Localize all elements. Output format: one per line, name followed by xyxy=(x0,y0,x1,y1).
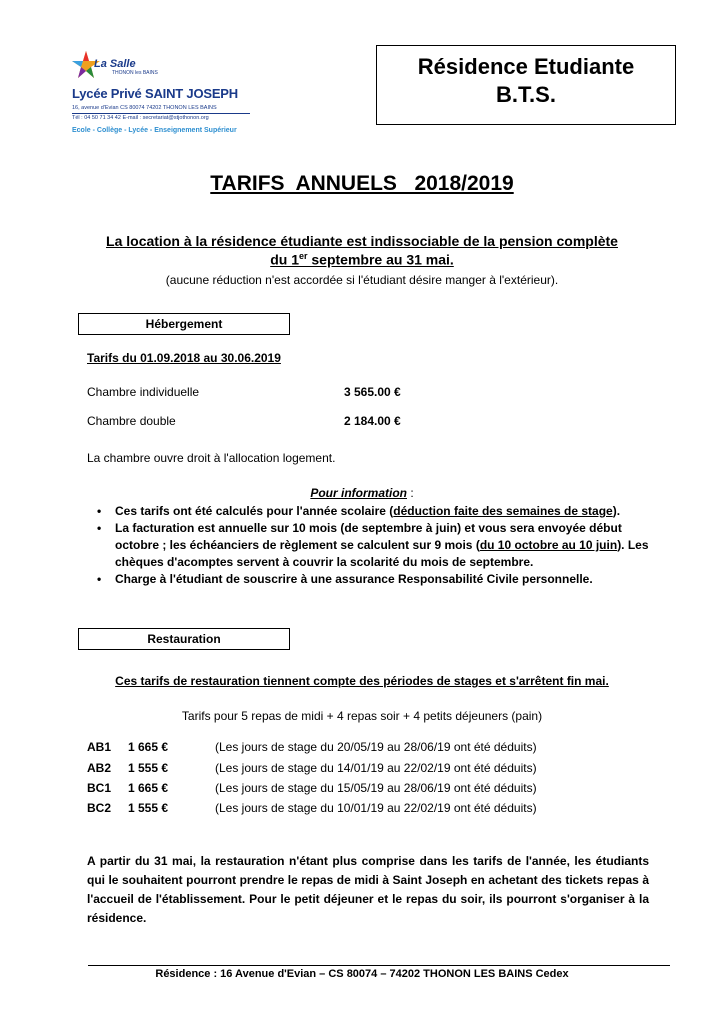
bullet-icon: • xyxy=(97,572,102,586)
info-item-text-end: ). Les chèques d'acomptes servent à couvrir la scolarité du mois de septembre. xyxy=(115,538,649,569)
restauration-intro: Ces tarifs de restauration tiennent compte des périodes de stages et s'arrêtent fin mai. xyxy=(115,674,609,688)
logo-brand: La Salle xyxy=(94,58,136,70)
section-heading-restauration: Restauration xyxy=(78,628,290,650)
bullet-icon: • xyxy=(97,521,102,535)
info-item-text-end: ). xyxy=(612,504,621,518)
header-box xyxy=(376,45,676,125)
logo-school-name: Lycée Privé SAINT JOSEPH xyxy=(72,86,238,101)
page-title: TARIFS ANNUELS 2018/2019 xyxy=(210,172,514,195)
intro-line-2-sup: er xyxy=(298,251,308,261)
info-item-underlined: déduction faite des semaines de stage xyxy=(393,504,613,518)
info-heading-colon: : xyxy=(407,486,414,500)
info-heading xyxy=(0,486,724,500)
room-label-double: Chambre double xyxy=(87,414,176,428)
logo-contact: Tél : 04 50 71 34 42 E-mail : secretariat@stjothonon.org xyxy=(72,115,209,121)
logo-levels: Ecole - Collège - Lycée - Enseignement Supérieur xyxy=(72,127,237,134)
info-item-text: Ces tarifs ont été calculés pour l'année scolaire ( xyxy=(115,504,394,518)
tarifs-period: Tarifs du 01.09.2018 au 30.06.2019 xyxy=(87,351,281,365)
list-item xyxy=(97,520,655,571)
list-item xyxy=(97,571,655,588)
bullet-icon: • xyxy=(97,504,102,518)
restauration-description: Tarifs pour 5 repas de midi + 4 repas soir + 4 petits déjeuners (pain) xyxy=(181,709,543,723)
intro-line-2 xyxy=(0,251,724,268)
closing-paragraph: A partir du 31 mai, la restauration n'étant plus comprise dans les tarifs de l'année, les étudiants qui le souhaitent pourront prendre le repas de midi à Saint Joseph en achetant des tickets repas à l'accueil de l'établissement. Pour le petit déjeuner et le repas du soir, ils pourront s'organiser à la résidence. xyxy=(87,854,649,925)
room-label-single: Chambre individuelle xyxy=(87,385,200,399)
allocation-note: La chambre ouvre droit à l'allocation logement. xyxy=(87,451,336,465)
header-subtitle: B.T.S. xyxy=(496,82,556,107)
info-list xyxy=(97,503,655,588)
room-price-double: 2 184.00 € xyxy=(344,414,401,428)
tarif-price: 1 665 € xyxy=(128,740,169,754)
tarif-detail: (Les jours de stage du 15/05/19 au 28/06/19 ont été déduits) xyxy=(215,781,537,795)
section-heading-hebergement: Hébergement xyxy=(78,313,290,335)
tarif-code: AB1 xyxy=(87,740,112,754)
footer-address: Résidence : 16 Avenue d'Evian – CS 80074 – 74202 THONON LES BAINS Cedex xyxy=(155,968,569,980)
tarif-detail: (Les jours de stage du 14/01/19 au 22/02/19 ont été déduits) xyxy=(215,761,537,775)
intro-line-2-prefix: du 1 xyxy=(270,251,299,268)
tarif-detail: (Les jours de stage du 20/05/19 au 28/06/19 ont été déduits) xyxy=(215,740,537,754)
tarif-price: 1 555 € xyxy=(128,801,169,815)
tarif-price: 1 555 € xyxy=(128,761,169,775)
info-item-text: Charge à l'étudiant de souscrire à une assurance Responsabilité Civile personnelle. xyxy=(115,572,593,586)
tarif-detail: (Les jours de stage du 10/01/19 au 22/02/19 ont été déduits) xyxy=(215,801,537,815)
logo-brand-sub: THONON les BAINS xyxy=(112,70,158,76)
tarif-price: 1 665 € xyxy=(128,781,169,795)
logo-address: 16, avenue d'Evian CS 80074 74202 THONON LES BAINS xyxy=(72,105,217,111)
intro-note: (aucune réduction n'est accordée si l'étudiant désire manger à l'extérieur). xyxy=(165,273,559,287)
intro-line-1: La location à la résidence étudiante est indissociable de la pension complète xyxy=(106,233,618,249)
tarif-code: BC2 xyxy=(87,801,112,815)
logo-divider xyxy=(72,113,250,114)
tarif-code: AB2 xyxy=(87,761,112,775)
list-item xyxy=(97,503,655,520)
header-title: Résidence Etudiante xyxy=(417,54,635,79)
info-heading-text: Pour information xyxy=(310,486,407,500)
tarif-code: BC1 xyxy=(87,781,112,795)
room-price-single: 3 565.00 € xyxy=(344,385,401,399)
footer-divider xyxy=(88,965,670,966)
school-logo xyxy=(68,50,258,142)
info-item-text: La facturation est annuelle sur 10 mois (de septembre à juin) et vous sera envoyée début octobre ; les échéanciers de règlement se calculent sur 9 mois ( xyxy=(115,521,622,552)
intro-line-2-suffix: septembre au 31 mai. xyxy=(307,251,454,268)
info-item-underlined: du 10 octobre au 10 juin xyxy=(479,538,618,552)
